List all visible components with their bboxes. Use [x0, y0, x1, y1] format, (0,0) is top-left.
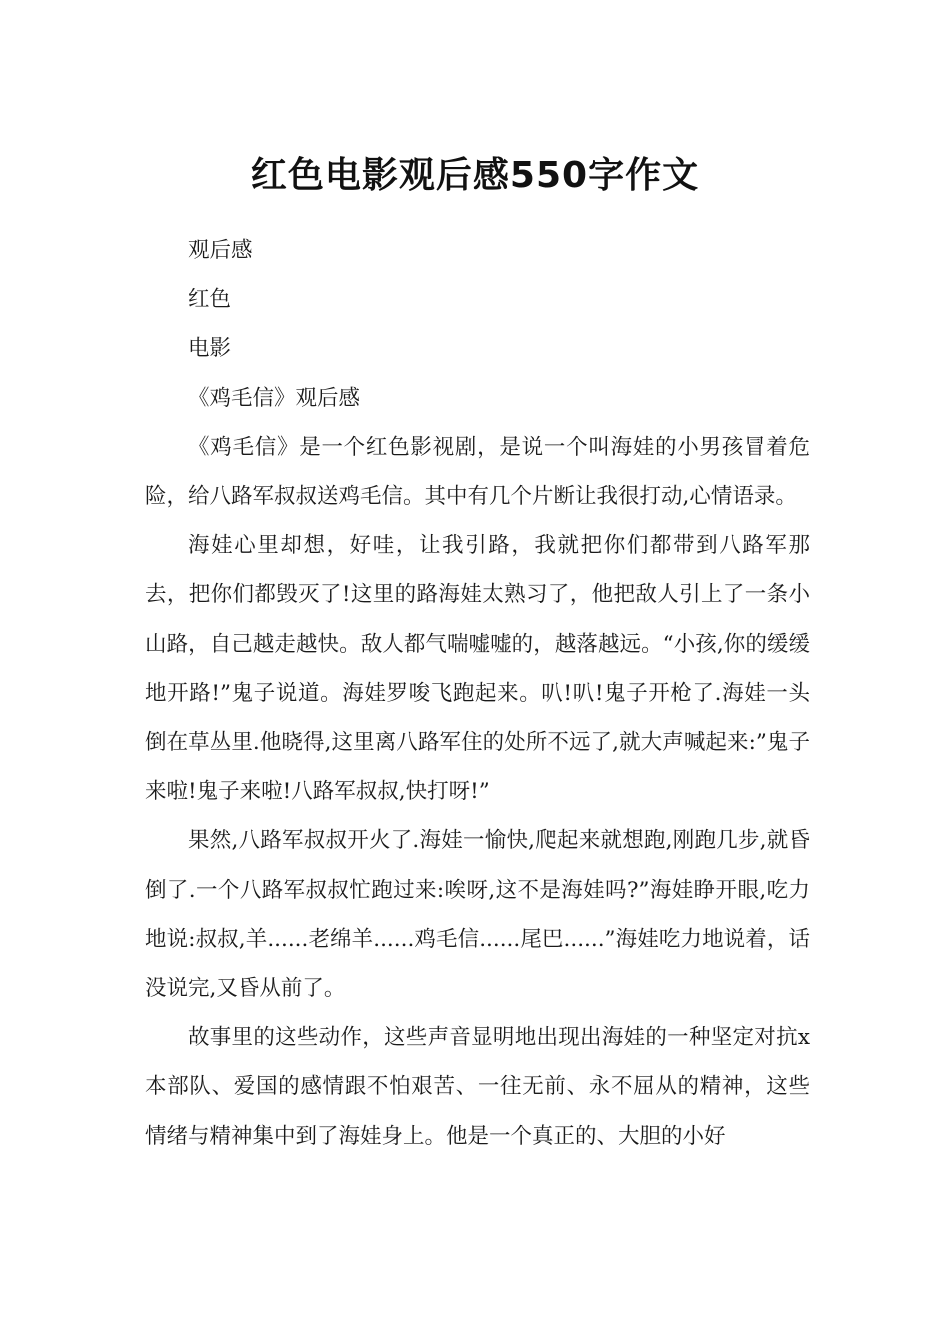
paragraph-intro: 《鸡毛信》是一个红色影视剧，是说一个叫海娃的小男孩冒着危险，给八路军叔叔送鸡毛信。其中有几个片断让我很打动,心情语录。 [145, 434, 810, 510]
document-body [145, 226, 810, 1161]
paragraph-reflection: 故事里的这些动作，这些声音显明地出现出海娃的一种坚定对抗x本部队、爱国的感情跟不怕艰苦、一往无前、永不屈从的精神，这些情绪与精神集中到了海娃身上。他是一个真正的、大胆的小好 [145, 1025, 810, 1149]
paragraph-keyword-2: 红色 [188, 287, 232, 313]
paragraph-keyword-1: 观后感 [188, 238, 253, 263]
paragraph-keyword-3: 电影 [188, 336, 232, 362]
paragraph-story-2: 果然,八路军叔叔开火了.海娃一愉快,爬起来就想跑,刚跑几步,就昏倒了.一个八路军叔叔忙跑过来:唉呀,这不是海娃吗?”海娃睁开眼,吃力地说:叔叔,羊......老绵羊......鸡毛信......尾巴......”海娃吃力地说着，话没说完,又昏从前了。 [145, 828, 810, 1002]
paragraph-story-1: 海娃心里却想，好哇，让我引路，我就把你们都带到八路军那去，把你们都毁灭了!这里的路海娃太熟习了，他把敌人引上了一条小山路，自己越走越快。敌人都气喘嘘嘘的，越落越远。“小孩,你的缓缓地开路!”鬼子说道。海娃罗唆飞跑起来。叭!叭!鬼子开枪了.海娃一头倒在草丛里.他晓得,这里离八路军住的处所不远了,就大声喊起来:”鬼子来啦!鬼子来啦!八路军叔叔,快打呀!” [145, 533, 810, 805]
document-title: 红色电影观后感550字作文 [250, 155, 700, 197]
paragraph-subtitle: 《鸡毛信》观后感 [188, 385, 361, 411]
